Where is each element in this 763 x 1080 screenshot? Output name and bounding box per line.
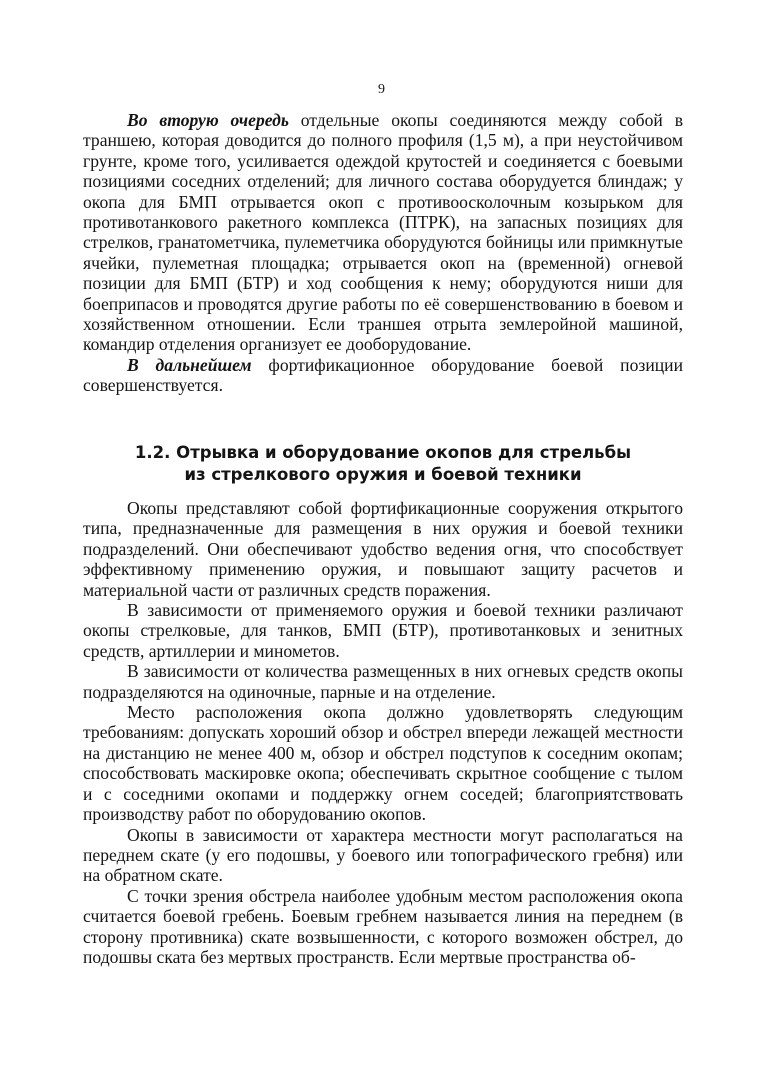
section-heading-line: 1.2. Отрывка и оборудование окопов для стрельбы: [134, 443, 632, 462]
paragraph: [83, 355, 683, 396]
paragraph: С точки зрения обстрела наиболее удобным местом расположения окопа считается боевой гребень. Боевым гребнем называется линия на переднем (в сторону противника) скате возвышенности, с которого возможен обстрел, до подошвы ската без мертвых пространств. Если мертвые пространства об-: [83, 885, 683, 967]
lead-phrase: Во вторую очередь: [127, 110, 289, 130]
paragraph: Место расположения окопа должно удовлетворять следующим требованиям: допускать хороший обзор и обстрел впереди лежащей местности на дистанцию не менее 400 м, обзор и обстрел подступов к соседним окопам; способствовать маскировке окопа; обеспечивать скрытное сообщение с тылом и с соседними окопами и поддержку огнем соседей; благоприятствовать производству работ по оборудованию окопов.: [83, 702, 683, 825]
paragraph-text: отдельные окопы соединяются между собой в траншею, которая доводится до полного профиля (1,5 м), а при неустойчивом грунте, кроме того, усиливается одеждой крутостей и соединяется с боевыми позициями соседних отделений; для личного состава оборудуется блиндаж; у окопа для БМП отрывается окоп с противоосколочным козырьком для противотанкового ракетного комплекса (ПТРК), на запасных позициях для стрелков, гранатометчика, пулеметчика оборудуются бойницы или примкнутые ячейки, пулеметная площадка; отрывается окоп на (временной) огневой позиции для БМП (БТР) и ход сообщения к нему; оборудуются ниши для боеприпасов и проводятся другие работы по её совершенствованию в боевом и хозяйственном отношении. Если траншея отрыта землеройной машиной, командир отделения организует ее дооборудование.: [83, 110, 684, 355]
paragraph: В зависимости от количества размещенных в них огневых средств окопы подразделяются на одиночные, парные и на отделение.: [83, 661, 683, 702]
section-heading: [83, 442, 683, 486]
section-text-block: [83, 498, 683, 967]
paragraph: Окопы представляют собой фортификационные сооружения открытого типа, предназначенные для размещения в них оружия и боевой техники подразделений. Они обеспечивают удобство ведения огня, что способствует эффективному применению оружия, и повышают защиту расчетов и материальной части от различных средств поражения.: [83, 498, 683, 600]
page-number: 9: [378, 82, 385, 97]
section-heading-line: из стрелкового оружия и боевой техники: [184, 465, 582, 484]
intro-text-block: [83, 110, 683, 396]
paragraph: В зависимости от применяемого оружия и боевой техники различают окопы стрелковые, для танков, БМП (БТР), противотанковых и зенитных средств, артиллерии и минометов.: [83, 600, 683, 661]
paragraph-text: фортификационное оборудование боевой позиции совершенствуется.: [83, 354, 683, 396]
lead-phrase: В дальнейшем: [127, 354, 252, 375]
paragraph: [83, 110, 683, 355]
paragraph: Окопы в зависимости от характера местности могут располагаться на переднем скате (у его подошвы, у боевого или топографического гребня) или на обратном скате.: [83, 824, 683, 886]
